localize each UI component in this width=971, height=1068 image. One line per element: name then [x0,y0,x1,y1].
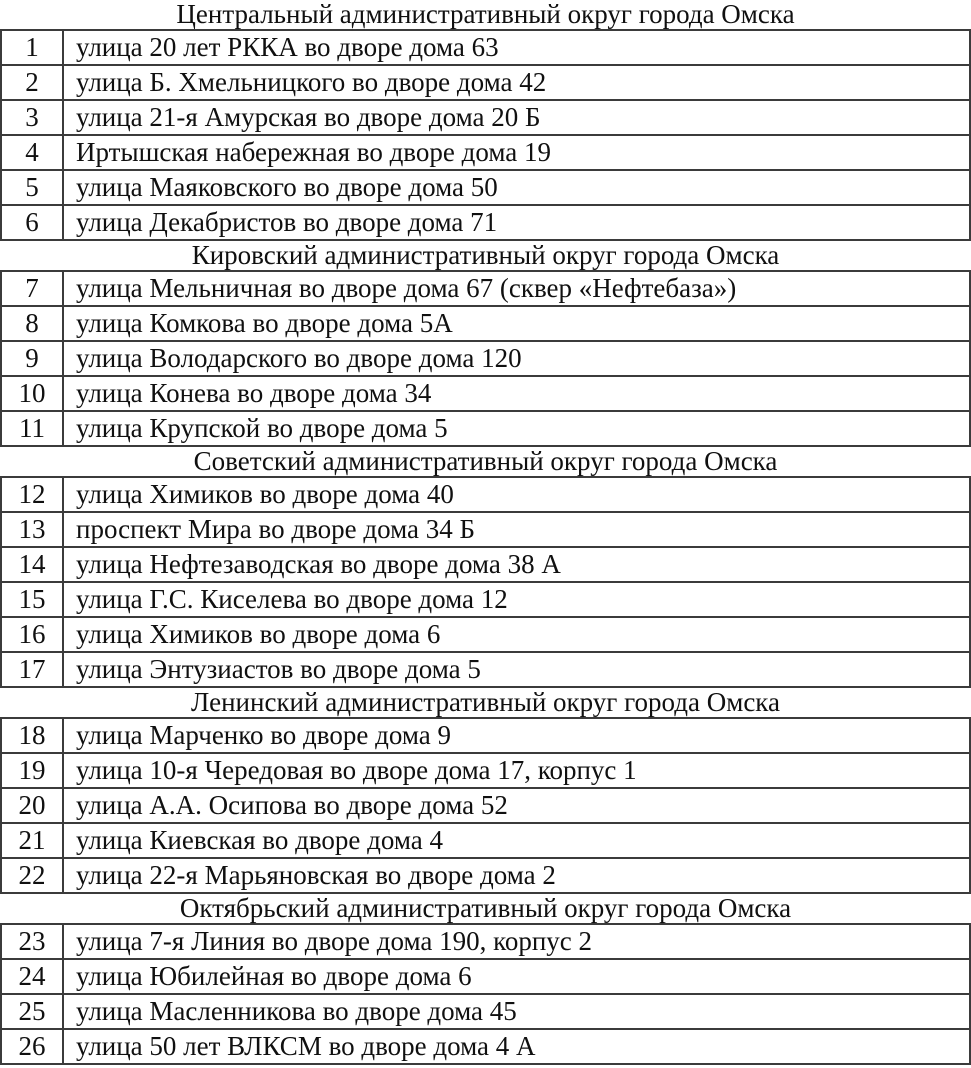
table-row [0,171,971,206]
section-header: Центральный административный округ города Омска [0,0,971,31]
row-address: улица Маяковского во дворе дома 50 [76,172,498,202]
row-address: улица 50 лет ВЛКСМ во дворе дома 4 А [76,1031,536,1061]
row-address: улица Масленникова во дворе дома 45 [76,996,517,1026]
table-row [0,789,971,824]
table-row [0,719,971,754]
table-row [0,136,971,171]
row-address: улица Химиков во дворе дома 6 [76,619,441,649]
row-number: 20 [2,789,64,822]
row-address: улица Мельничная во дворе дома 67 (сквер «Нефтебаза») [76,273,737,303]
row-address: улица Декабристов во дворе дома 71 [76,207,498,237]
row-number: 9 [2,342,64,375]
row-number: 11 [2,412,64,445]
table-row [0,206,971,241]
row-address: проспект Мира во дворе дома 34 Б [76,514,476,544]
row-address: улица Киевская во дворе дома 4 [76,825,444,855]
row-address: улица Марченко во дворе дома 9 [76,720,451,750]
row-address: улица Комкова во дворе дома 5А [76,308,453,338]
row-address: улица 10-я Чередовая во дворе дома 17, корпус 1 [76,755,637,785]
table-row [0,272,971,307]
table-row [0,31,971,66]
row-address: улица Нефтезаводская во дворе дома 38 А [76,549,561,579]
table-row [0,377,971,412]
row-number: 7 [2,272,64,305]
row-address: улица Г.С. Киселева во дворе дома 12 [76,584,508,614]
section-header: Кировский административный округ города Омска [0,241,971,272]
row-number: 26 [2,1030,64,1063]
row-number: 12 [2,478,64,511]
table-row [0,412,971,447]
row-number: 3 [2,101,64,134]
row-number: 4 [2,136,64,169]
table-row [0,859,971,894]
table-row [0,824,971,859]
row-number: 10 [2,377,64,410]
row-address: улица Юбилейная во дворе дома 6 [76,961,472,991]
row-address: улица 21-я Амурская во дворе дома 20 Б [76,102,541,132]
table-row [0,995,971,1030]
row-number: 13 [2,513,64,546]
row-number: 25 [2,995,64,1028]
row-number: 14 [2,548,64,581]
row-address: улица Конева во дворе дома 34 [76,378,432,408]
row-number: 5 [2,171,64,204]
row-number: 22 [2,859,64,892]
row-address: улица Энтузиастов во дворе дома 5 [76,654,481,684]
row-number: 18 [2,719,64,752]
table-row [0,618,971,653]
table-row [0,583,971,618]
row-address: улица Химиков во дворе дома 40 [76,479,454,509]
table-row [0,513,971,548]
row-number: 19 [2,754,64,787]
table-row [0,1030,971,1065]
row-number: 8 [2,307,64,340]
row-address: улица Крупской во дворе дома 5 [76,413,448,443]
table-row [0,307,971,342]
row-address: улица 7-я Линия во дворе дома 190, корпус 2 [76,926,593,956]
row-address: улица 20 лет РККА во дворе дома 63 [76,32,499,62]
row-number: 23 [2,925,64,958]
table-row [0,66,971,101]
row-number: 2 [2,66,64,99]
row-number: 1 [2,31,64,64]
row-number: 15 [2,583,64,616]
table-row [0,342,971,377]
row-number: 21 [2,824,64,857]
row-number: 16 [2,618,64,651]
row-address: улица 22-я Марьяновская во дворе дома 2 [76,860,556,890]
row-number: 6 [2,206,64,239]
row-number: 17 [2,653,64,686]
table-row [0,960,971,995]
row-address: улица Володарского во дворе дома 120 [76,343,522,373]
table-row [0,653,971,688]
table-row [0,478,971,513]
table-row [0,548,971,583]
row-address: улица Б. Хмельницкого во дворе дома 42 [76,67,547,97]
table-row [0,101,971,136]
row-address: Иртышская набережная во дворе дома 19 [76,137,551,167]
section-header: Ленинский административный округ города Омска [0,688,971,719]
row-address: улица А.А. Осипова во дворе дома 52 [76,790,508,820]
section-header: Советский административный округ города Омска [0,447,971,478]
table-row [0,925,971,960]
section-header: Октябрьский административный округ города Омска [0,894,971,925]
table-row [0,754,971,789]
row-number: 24 [2,960,64,993]
